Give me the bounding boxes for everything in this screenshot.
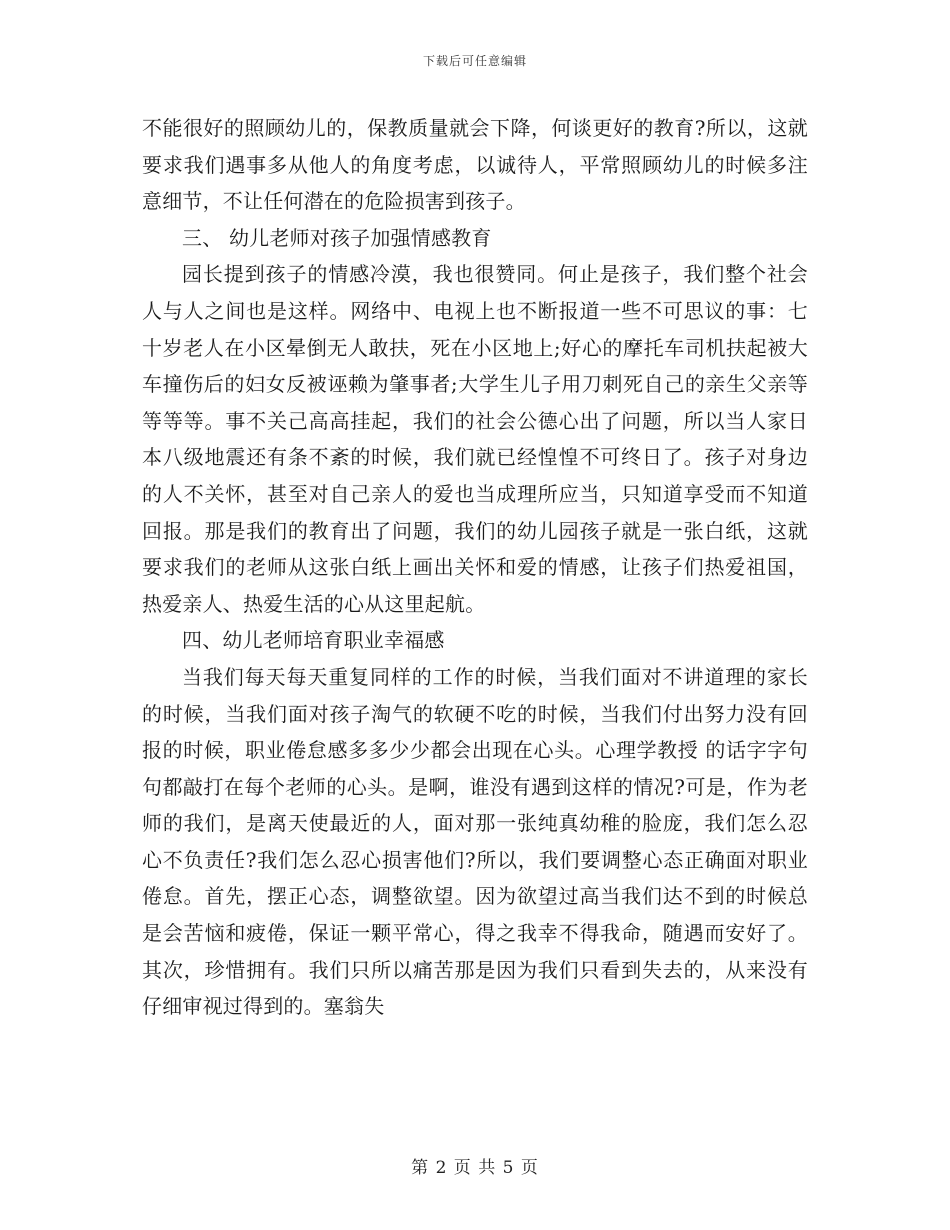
paragraph-emotional-education: 园长提到孩子的情感冷漠，我也很赞同。何止是孩子，我们整个社会人与人之间也是这样。网络中、电视上也不断报道一些不可思议的事：七十岁老人在小区晕倒无人敢扶，死在小区地上;好心的摩托车司机扶起被大车撞伤后的妇女反被诬赖为肇事者;大学生儿子用刀刺死自己的亲生父亲等等等等。事不关己高高挂起，我们的社会公德心出了问题，所以当人家日本八级地震还有条不紊的时候，我们就已经惶惶不可终日了。孩子对身边的人不关怀，甚至对自己亲人的爱也当成理所应当，只知道享受而不知道回报。那是我们的教育出了问题，我们的幼儿园孩子就是一张白纸，这就要求我们的老师从这张白纸上画出关怀和爱的情感，让孩子们热爱祖国，热爱亲人、热爱生活的心从这里起航。 — [142, 262, 808, 616]
paragraph-continuation: 不能很好的照顾幼儿的，保教质量就会下降，何谈更好的教育?所以，这就要求我们遇事多从他人的角度考虑，以诚待人，平常照顾幼儿的时候多注意细节，不让任何潜在的危险损害到孩子。 — [142, 116, 808, 214]
page-header: 下载后可任意编辑 — [422, 54, 527, 68]
page-number-footer: 第 2 页 共 5 页 — [411, 1158, 539, 1178]
document-body — [142, 110, 808, 1025]
section-heading-4: 四、幼儿老师培育职业幸福感 — [182, 628, 445, 653]
paragraph-career-happiness: 当我们每天每天重复同样的工作的时候，当我们面对不讲道理的家长的时候，当我们面对孩子淘气的软硬不吃的时候，当我们付出努力没有回报的时候，职业倦怠感多多少少都会出现在心头。心理学教授 的话字字句句都敲打在每个老师的心头。是啊，谁没有遇到这样的情况?可是，作为老师的我们，是离天使最近的人，面对那一张纯真幼稚的脸庞，我们怎么忍心不负责任?我们怎么忍心损害他们?所以，我们要调整心态正确面对职业倦怠。首先，摆正心态，调整欲望。因为欲望过高当我们达不到的时候总是会苦恼和疲倦，保证一颗平常心，得之我幸不得我命，随遇而安好了。其次，珍惜拥有。我们只所以痛苦那是因为我们只看到失去的，从来没有仔细审视过得到的。塞翁失 — [142, 664, 808, 1019]
section-heading-3: 三、 幼儿老师对孩子加强情感教育 — [182, 225, 492, 250]
